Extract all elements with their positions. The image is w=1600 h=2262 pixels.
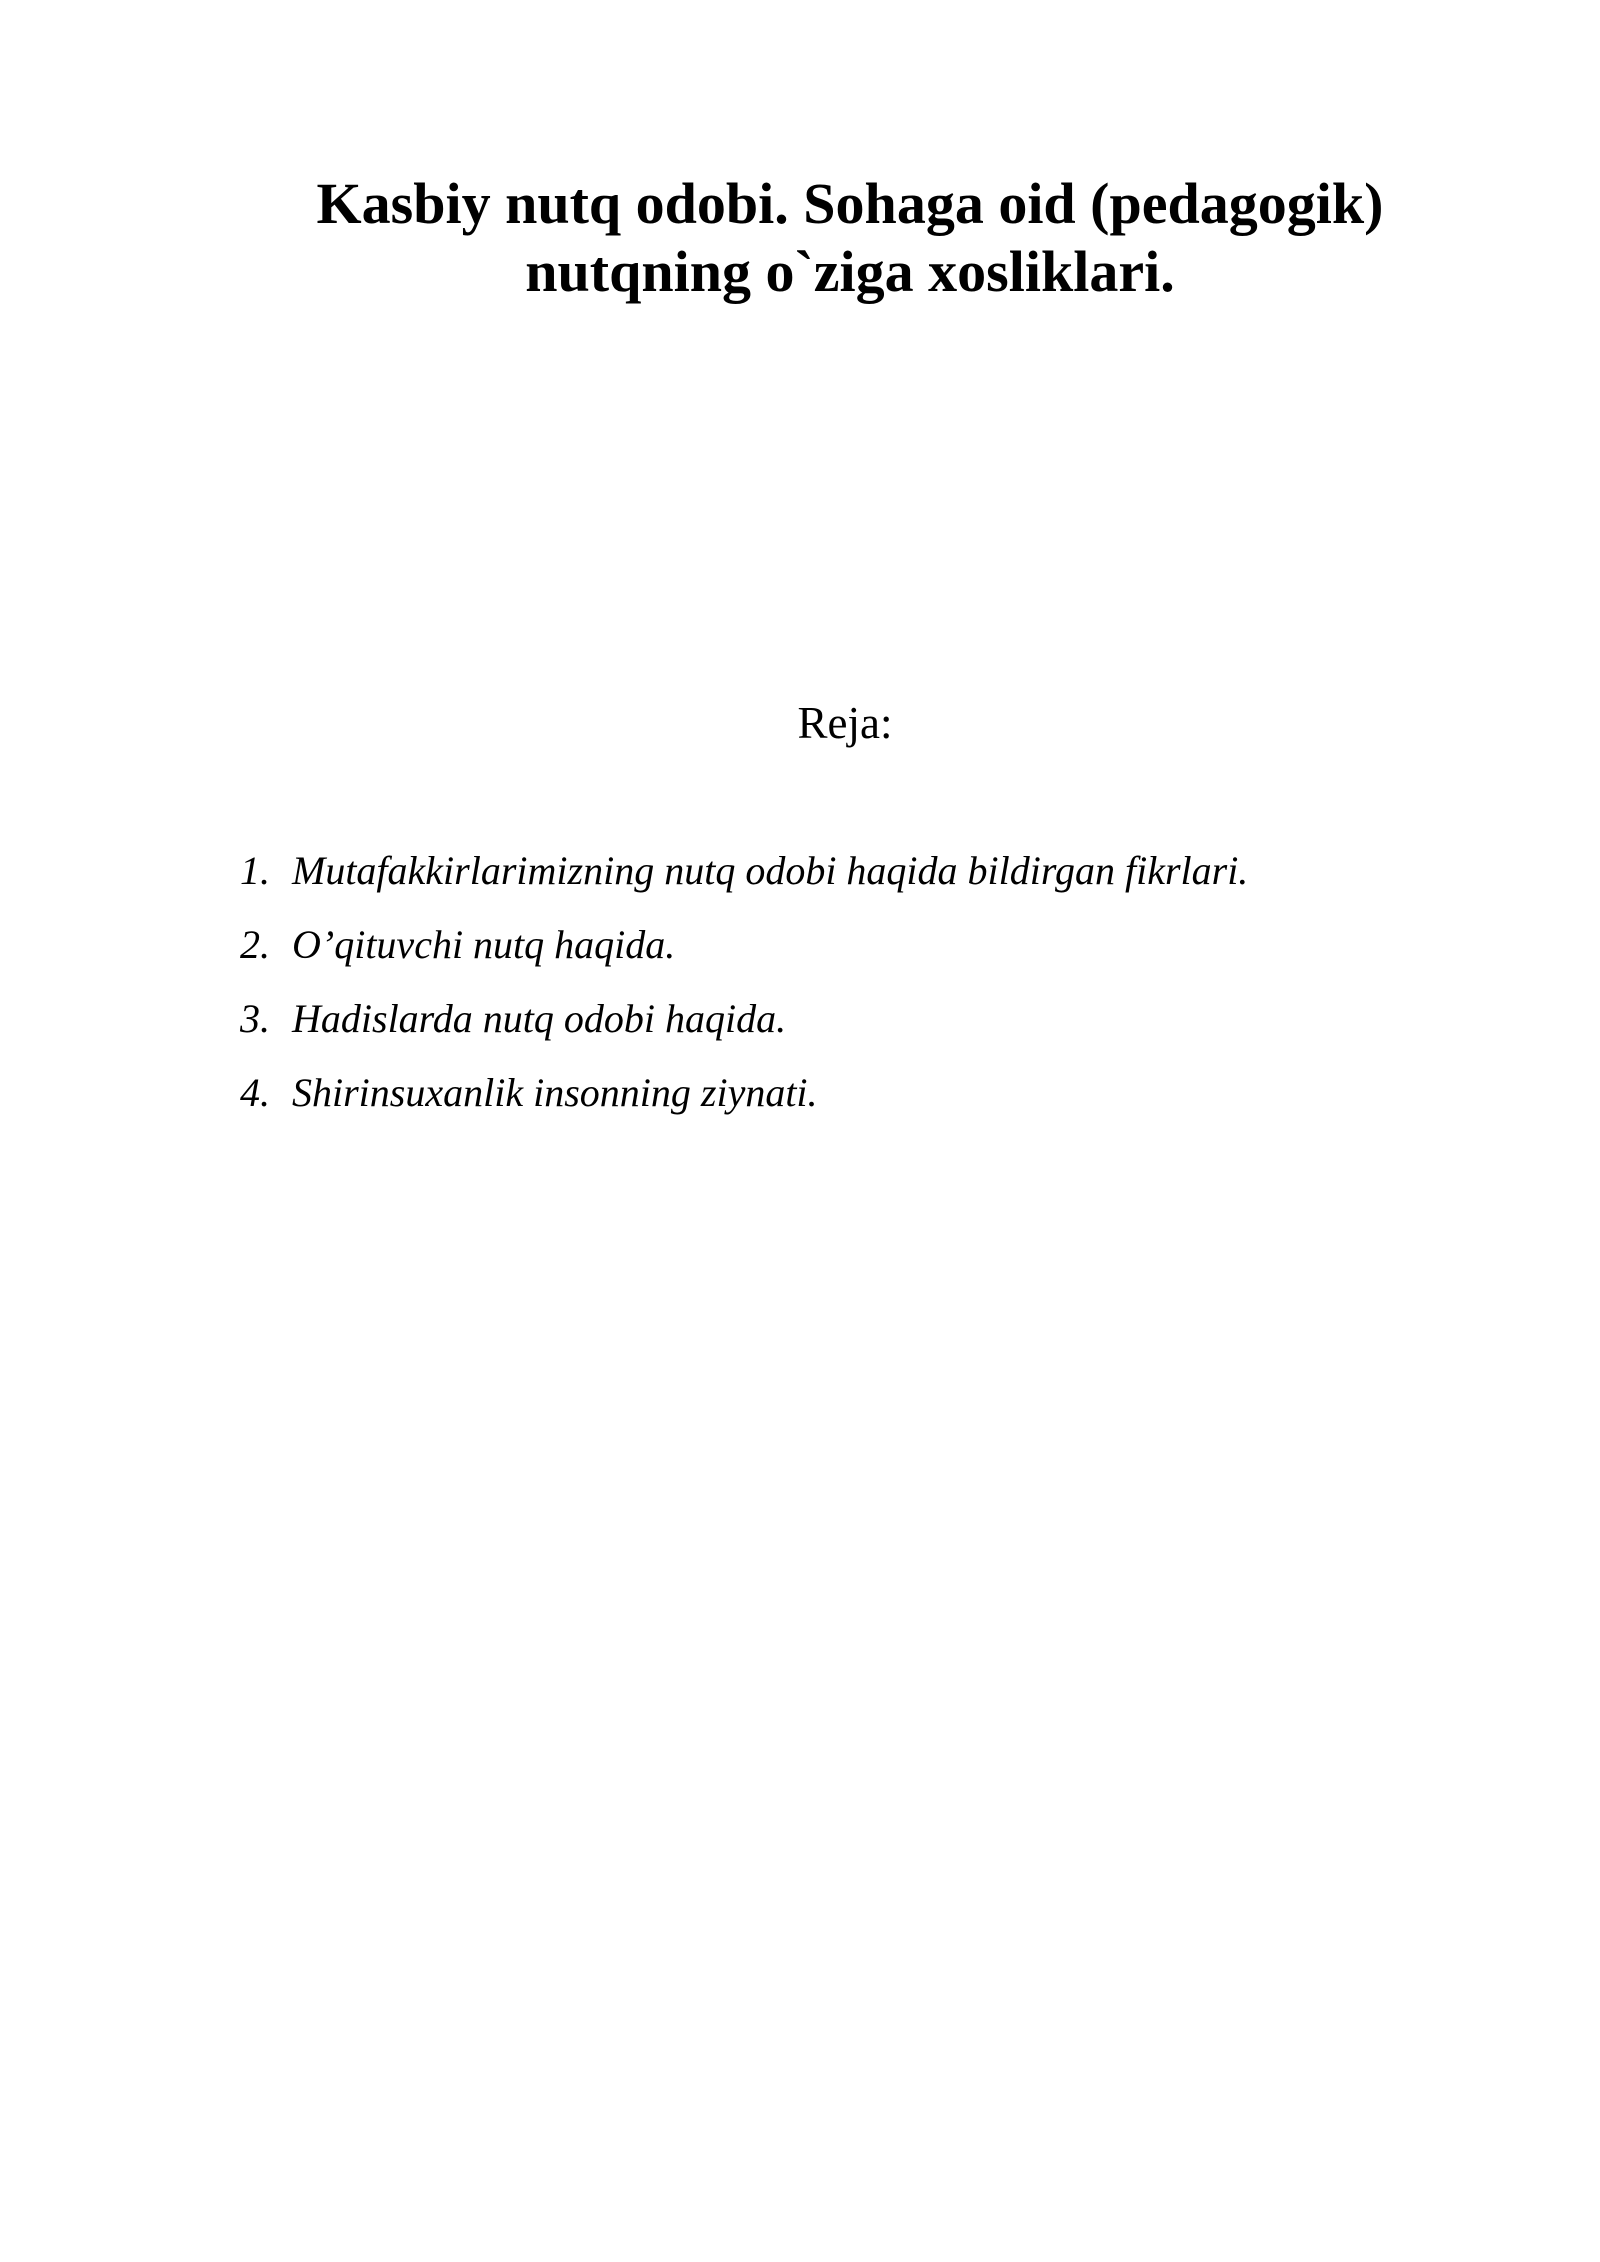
plan-item (240, 921, 1440, 969)
plan-item-text: O’qituvchi nutq haqida. (292, 922, 676, 967)
plan-item-text: Mutafakkirlarimizning nutq odobi haqida bildirgan fikrlari. (292, 848, 1249, 893)
plan-item-number: 3. (240, 996, 270, 1041)
plan-item-number: 2. (240, 922, 270, 967)
document-title (0, 170, 1600, 306)
plan-heading: Reja: (797, 698, 893, 748)
plan-item (240, 995, 1440, 1043)
title-line-2: nutqning o`ziga xosliklari. (525, 239, 1175, 304)
plan-item-text: Shirinsuxanlik insonning ziynati. (292, 1070, 818, 1115)
plan-item (240, 1069, 1440, 1117)
plan-item-number: 4. (240, 1070, 270, 1115)
plan-item-text: Hadislarda nutq odobi haqida. (292, 996, 787, 1041)
title-line-1: Kasbiy nutq odobi. Sohaga oid (pedagogik) (316, 171, 1384, 236)
plan-list (240, 847, 1440, 1143)
plan-item-number: 1. (240, 848, 270, 893)
plan-item (240, 847, 1440, 895)
